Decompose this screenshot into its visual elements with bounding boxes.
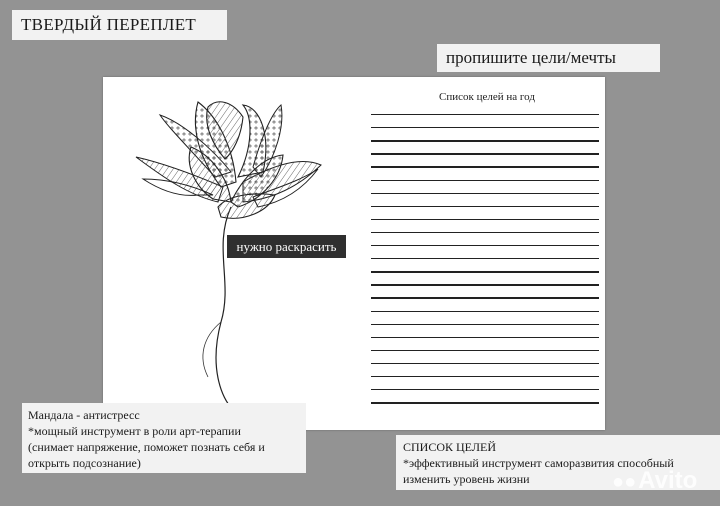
- avito-watermark: [612, 466, 712, 496]
- ruled-line: [371, 402, 599, 403]
- ruled-line: [371, 140, 599, 141]
- avito-watermark-text: Avito: [638, 467, 698, 494]
- avito-dots-icon: ●●: [612, 471, 637, 493]
- ruled-line: [371, 245, 599, 246]
- ruled-line: [371, 258, 599, 259]
- ruled-line: [371, 206, 599, 207]
- ruled-line: [371, 166, 599, 167]
- ruled-line: [371, 337, 599, 338]
- ruled-line: [371, 180, 599, 181]
- goals-note-line: изменить уровень жизни: [403, 472, 530, 486]
- ruled-line: [371, 311, 599, 312]
- ruled-line: [371, 219, 599, 220]
- ruled-line: [371, 271, 599, 272]
- mandala-note-line: *мощный инструмент в роли арт-терапии: [28, 424, 241, 438]
- goals-list-title: Список целей на год: [439, 91, 535, 103]
- mandala-note-line: (снимает напряжение, поможет познать себя и: [28, 440, 265, 454]
- goals-note-line: *эффективный инструмент саморазвития способный: [403, 456, 674, 470]
- ruled-line: [371, 350, 599, 351]
- ruled-line: [371, 389, 599, 390]
- cover-type-label: ТВЕРДЫЙ ПЕРЕПЛЕТ: [12, 10, 227, 40]
- ruled-line: [371, 284, 599, 285]
- mandala-note-line: Мандала - антистресс: [28, 408, 140, 422]
- coloring-hint-badge: нужно раскрасить: [227, 235, 346, 258]
- goals-note-line: СПИСОК ЦЕЛЕЙ: [403, 440, 496, 454]
- ruled-line: [371, 232, 599, 233]
- mandala-description: [22, 403, 306, 473]
- ruled-line: [371, 376, 599, 377]
- ruled-line: [371, 127, 599, 128]
- goals-hint-label: пропишите цели/мечты: [437, 44, 660, 72]
- ruled-line: [371, 153, 599, 154]
- ruled-line: [371, 324, 599, 325]
- ruled-line: [371, 114, 599, 115]
- notebook-spread: [103, 77, 605, 430]
- ruled-line: [371, 193, 599, 194]
- ruled-line: [371, 297, 599, 298]
- mandala-note-line: открыть подсознание): [28, 456, 141, 470]
- ruled-line: [371, 363, 599, 364]
